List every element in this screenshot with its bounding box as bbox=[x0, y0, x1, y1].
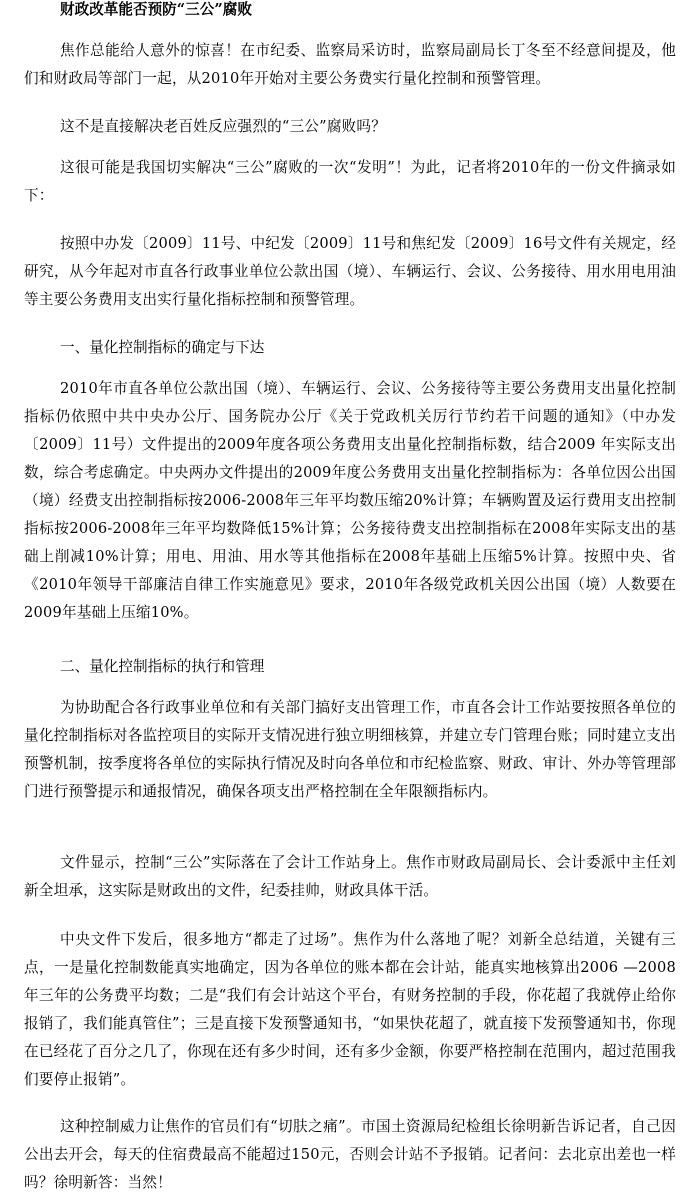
paragraph-control-power: 这种控制威力让焦作的官员们有“切肤之痛”。市国土资源局纪检组长徐明新告诉记者，自己因公出去开会，每天的住宿费最高不能超过150元，否则会计站不予报销。记者问：去北京出差也一样吗？徐明新答：当然！ bbox=[24, 1118, 676, 1191]
paragraph-file-display: 文件显示，控制“三公”实际落在了会计工作站身上。焦作市财政局副局长、会计委派中主任刘新全坦承，这实际是财政出的文件，纪委挂帅，财政具体干活。 bbox=[24, 854, 676, 899]
paragraph-key-points: 中央文件下发后，很多地方“都走了过场”。焦作为什么落地了呢？刘新全总结道，关键有三点，一是量化控制数能真实地确定，因为各单位的账本都在会计站，能真实地核算出2006 —2008年三年的公务费平均数；二是“我们有会计站这个平台，有财务控制的手段，你花超了我就停止给你报销了，我们能真管住”；三是直接下发预警通知书，“如果快花超了，就直接下发预警通知书，你现在已经花了百分之几了，你现在还有多少时间，还有多少金额，你要严格控制在范围内，超过范围我们要停止报销”。 bbox=[24, 931, 676, 1088]
section-heading-1: 一、量化控制指标的确定与下达 bbox=[60, 339, 265, 356]
paragraph-section-2: 为协助配合各行政事业单位和有关部门搞好支出管理工作，市直各会计工作站要按照各单位的量化控制指标对各监控项目的实际开支情况进行独立明细核算，并建立专门管理台账；同时建立支出预警机制，按季度将各单位的实际执行情况及时向各单位和市纪检监察、财政、审计、外办等管理部门进行预警提示和通报情况，确保各项支出严格控制在全年限额指标内。 bbox=[24, 699, 676, 800]
article-title: 财政改革能否预防“三公”腐败 bbox=[60, 1, 252, 18]
paragraph-question: 这不是直接解决老百姓反应强烈的“三公”腐败吗？ bbox=[60, 118, 386, 135]
paragraph-section-1: 2010年市直各单位公款出国（境）、车辆运行、会议、公务接待等主要公务费用支出量化控制指标仍依照中共中央办公厅、国务院办公厅《关于党政机关厉行节约若干问题的通知》（中办发〔2009〕11号）文件提出的2009年度各项公务费用支出量化控制指标数，结合2009 年实际支出数，综合考虑确定。中央两办文件提出的2009年度公务费用支出量化控制指标为：各单位因公出国（境）经费支出控制指标按2006-2008年三年平均数压缩20%计算；车辆购置及运行费用支出控制指标按2006-2008年三年平均数降低15%计算；公务接待费支出控制指标在2008年实际支出的基础上削减10%计算；用电、用油、用水等其他指标在2008年基础上压缩5%计算。按照中央、省《2010年领导干部廉洁自律工作实施意见》要求，2010年各级党政机关因公出国（境）人数要在2009年基础上压缩10%。 bbox=[24, 380, 676, 621]
paragraph-invention: 这很可能是我国切实解决“三公”腐败的一次“发明”！为此，记者将2010年的一份文件摘录如下： bbox=[24, 159, 676, 204]
paragraph-intro: 焦作总能给人意外的惊喜！在市纪委、监察局采访时，监察局副局长丁冬至不经意间提及，他们和财政局等部门一起，从2010年开始对主要公务费实行量化控制和预警管理。 bbox=[24, 42, 676, 87]
paragraph-regulation: 按照中办发〔2009〕11号、中纪发〔2009〕11号和焦纪发〔2009〕16号文件有关规定，经研究，从今年起对市直各行政事业单位公款出国（境）、车辆运行、会议、公务接待、用水用电用油等主要公务费用支出实行量化指标控制和预警管理。 bbox=[24, 235, 676, 308]
section-heading-2: 二、量化控制指标的执行和管理 bbox=[60, 658, 265, 675]
